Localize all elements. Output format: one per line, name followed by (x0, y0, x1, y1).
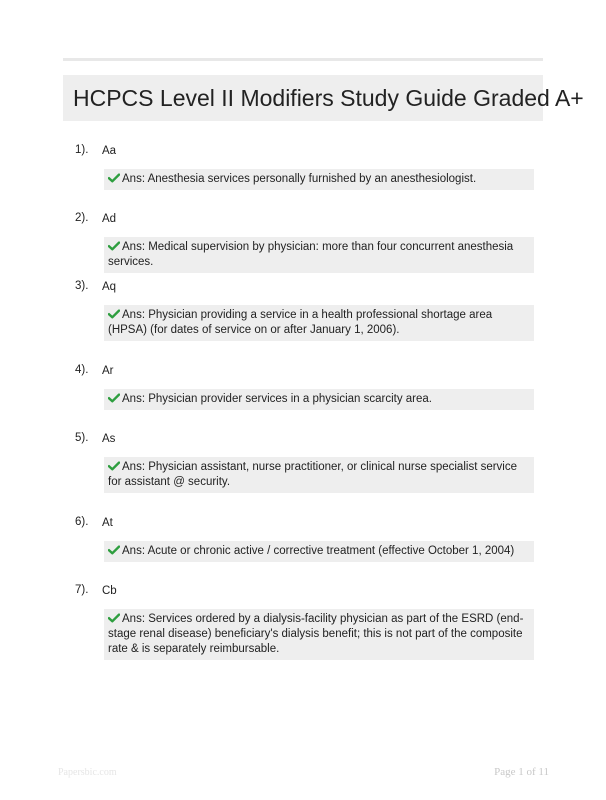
item-number: 2). (75, 212, 89, 224)
check-icon (108, 545, 120, 555)
answer-box (104, 541, 534, 562)
check-icon (108, 461, 120, 471)
answer-text: Ans: Services ordered by a dialysis-facility physician as part of the ESRD (end-stage renal disease) beneficiary's dialysis benefit; this is not part of the composite rate & is separately reimbursable. (108, 613, 524, 655)
check-icon (108, 173, 120, 183)
answer-box (104, 237, 534, 273)
answer-text: Ans: Medical supervision by physician: more than four concurrent anesthesia services. (108, 241, 514, 268)
title-banner (63, 75, 584, 121)
answer-text: Ans: Physician provider services in a physician scarcity area. (122, 393, 432, 405)
item-number: 3). (75, 280, 89, 292)
check-icon (108, 613, 120, 623)
question-text: Aq (102, 281, 117, 293)
check-icon (108, 393, 120, 403)
page-indicator: Page 1 of 11 (494, 766, 549, 778)
answer-text: Ans: Anesthesia services personally furnished by an anesthesiologist. (122, 173, 477, 185)
answer-text: Ans: Physician providing a service in a health professional shortage area (HPSA) (for dates of service on or after January 1, 2006). (108, 309, 493, 336)
question-text: Ad (102, 213, 117, 225)
question-text: As (102, 433, 116, 445)
question-text: Cb (102, 585, 117, 597)
question-text: At (102, 517, 113, 529)
check-icon (108, 241, 120, 251)
page-title: HCPCS Level II Modifiers Study Guide Graded A+ (73, 84, 584, 111)
item-number: 4). (75, 364, 89, 376)
top-divider (63, 58, 543, 61)
answer-box (104, 169, 534, 190)
question-text: Ar (102, 365, 114, 377)
answer-box (104, 305, 534, 341)
answer-text: Ans: Acute or chronic active / corrective treatment (effective October 1, 2004) (122, 545, 515, 557)
answer-box (104, 457, 534, 493)
watermark-text: Papersbic.com (58, 767, 117, 778)
answer-box (104, 389, 534, 410)
answer-box (104, 609, 534, 660)
item-number: 7). (75, 584, 89, 596)
answer-text: Ans: Physician assistant, nurse practitioner, or clinical nurse specialist service for assistant @ security. (108, 461, 518, 488)
item-number: 1). (75, 144, 89, 156)
item-number: 5). (75, 432, 89, 444)
item-number: 6). (75, 516, 89, 528)
check-icon (108, 309, 120, 319)
question-text: Aa (102, 145, 117, 157)
